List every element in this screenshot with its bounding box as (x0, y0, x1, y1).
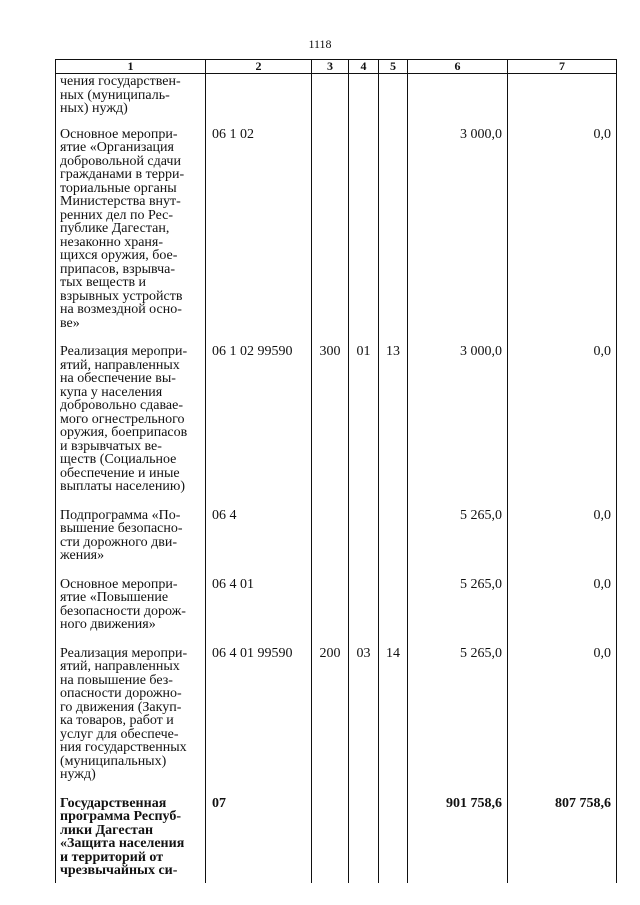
header-col-3: 3 (312, 60, 349, 74)
row-value6-cell: 5 265,0 (408, 578, 508, 647)
row-col5-cell (379, 128, 408, 346)
row-name-cell: чения государствен- ных (муниципаль- ных) нужд) (56, 74, 206, 128)
row-col5-cell (379, 509, 408, 578)
row-col3-cell (312, 509, 349, 578)
table-row (56, 509, 617, 578)
row-value7-cell (508, 74, 617, 128)
table-row (56, 345, 617, 509)
row-code-cell: 06 4 01 99590 (206, 647, 312, 797)
row-col4-cell (349, 74, 379, 128)
row-col3-cell (312, 128, 349, 346)
row-col5-cell: 13 (379, 345, 408, 509)
row-col5-cell (379, 797, 408, 883)
row-col3-cell: 200 (312, 647, 349, 797)
row-col3-cell (312, 797, 349, 883)
row-col3-cell (312, 74, 349, 128)
row-value7-cell: 0,0 (508, 647, 617, 797)
row-value6-cell: 5 265,0 (408, 647, 508, 797)
header-col-4: 4 (349, 60, 379, 74)
table-body (56, 74, 617, 883)
row-code-cell: 06 4 (206, 509, 312, 578)
row-code-cell: 06 4 01 (206, 578, 312, 647)
header-row (56, 60, 617, 74)
header-col-7: 7 (508, 60, 617, 74)
row-code-cell: 06 1 02 99590 (206, 345, 312, 509)
row-col4-cell (349, 578, 379, 647)
budget-table-container (55, 59, 616, 883)
page-number: 1118 (308, 37, 332, 51)
row-value7-cell: 807 758,6 (508, 797, 617, 883)
row-value6-cell (408, 74, 508, 128)
row-name-cell: Государственная программа Респуб- лики Дагестан «Защита населения и территорий от чрезвычайных си- (56, 797, 206, 883)
header-col-2: 2 (206, 60, 312, 74)
row-value6-cell: 5 265,0 (408, 509, 508, 578)
header-col-6: 6 (408, 60, 508, 74)
table-header (56, 60, 617, 74)
row-name-cell: Подпрограмма «По- вышение безопасно- сти дорожного дви- жения» (56, 509, 206, 578)
header-col-1: 1 (56, 60, 206, 74)
table-row (56, 797, 617, 883)
row-name-cell: Основное меропри- ятие «Организация добровольной сдачи гражданами в терри- ториальные органы Министерства внут- ренних дел по Рес- публике Дагестан, незаконно храня- щихся оружия, бое- припасов, взрывча- тых веществ и взрывных устройств на возмездной осно- ве» (56, 128, 206, 346)
row-col5-cell: 14 (379, 647, 408, 797)
row-col3-cell (312, 578, 349, 647)
row-value7-cell: 0,0 (508, 345, 617, 509)
table-row (56, 74, 617, 128)
row-value7-cell: 0,0 (508, 128, 617, 346)
row-name-cell: Основное меропри- ятие «Повышение безопасности дорож- ного движения» (56, 578, 206, 647)
row-col5-cell (379, 578, 408, 647)
row-col5-cell (379, 74, 408, 128)
header-col-5: 5 (379, 60, 408, 74)
row-code-cell (206, 74, 312, 128)
row-name-cell: Реализация меропри- ятий, направленных на обеспечение вы- купа у населения добровольно сдавае- мого огнестрельного оружия, боеприпасов и взрывчатых ве- ществ (Социальное обеспечение и иные выплаты населению) (56, 345, 206, 509)
table-row (56, 578, 617, 647)
row-col4-cell (349, 797, 379, 883)
table-row (56, 647, 617, 797)
budget-table (55, 59, 617, 883)
row-value7-cell: 0,0 (508, 509, 617, 578)
row-col4-cell: 01 (349, 345, 379, 509)
row-col4-cell (349, 128, 379, 346)
row-code-cell: 07 (206, 797, 312, 883)
row-col3-cell: 300 (312, 345, 349, 509)
table-row (56, 128, 617, 346)
row-value6-cell: 3 000,0 (408, 128, 508, 346)
row-code-cell: 06 1 02 (206, 128, 312, 346)
row-col4-cell: 03 (349, 647, 379, 797)
row-value6-cell: 3 000,0 (408, 345, 508, 509)
row-value6-cell: 901 758,6 (408, 797, 508, 883)
row-value7-cell: 0,0 (508, 578, 617, 647)
row-col4-cell (349, 509, 379, 578)
row-name-cell: Реализация меропри- ятий, направленных на повышение без- опасности дорожно- го движения (Закуп- ка товаров, работ и услуг для обеспече- ния государственных (муниципальных) нужд) (56, 647, 206, 797)
